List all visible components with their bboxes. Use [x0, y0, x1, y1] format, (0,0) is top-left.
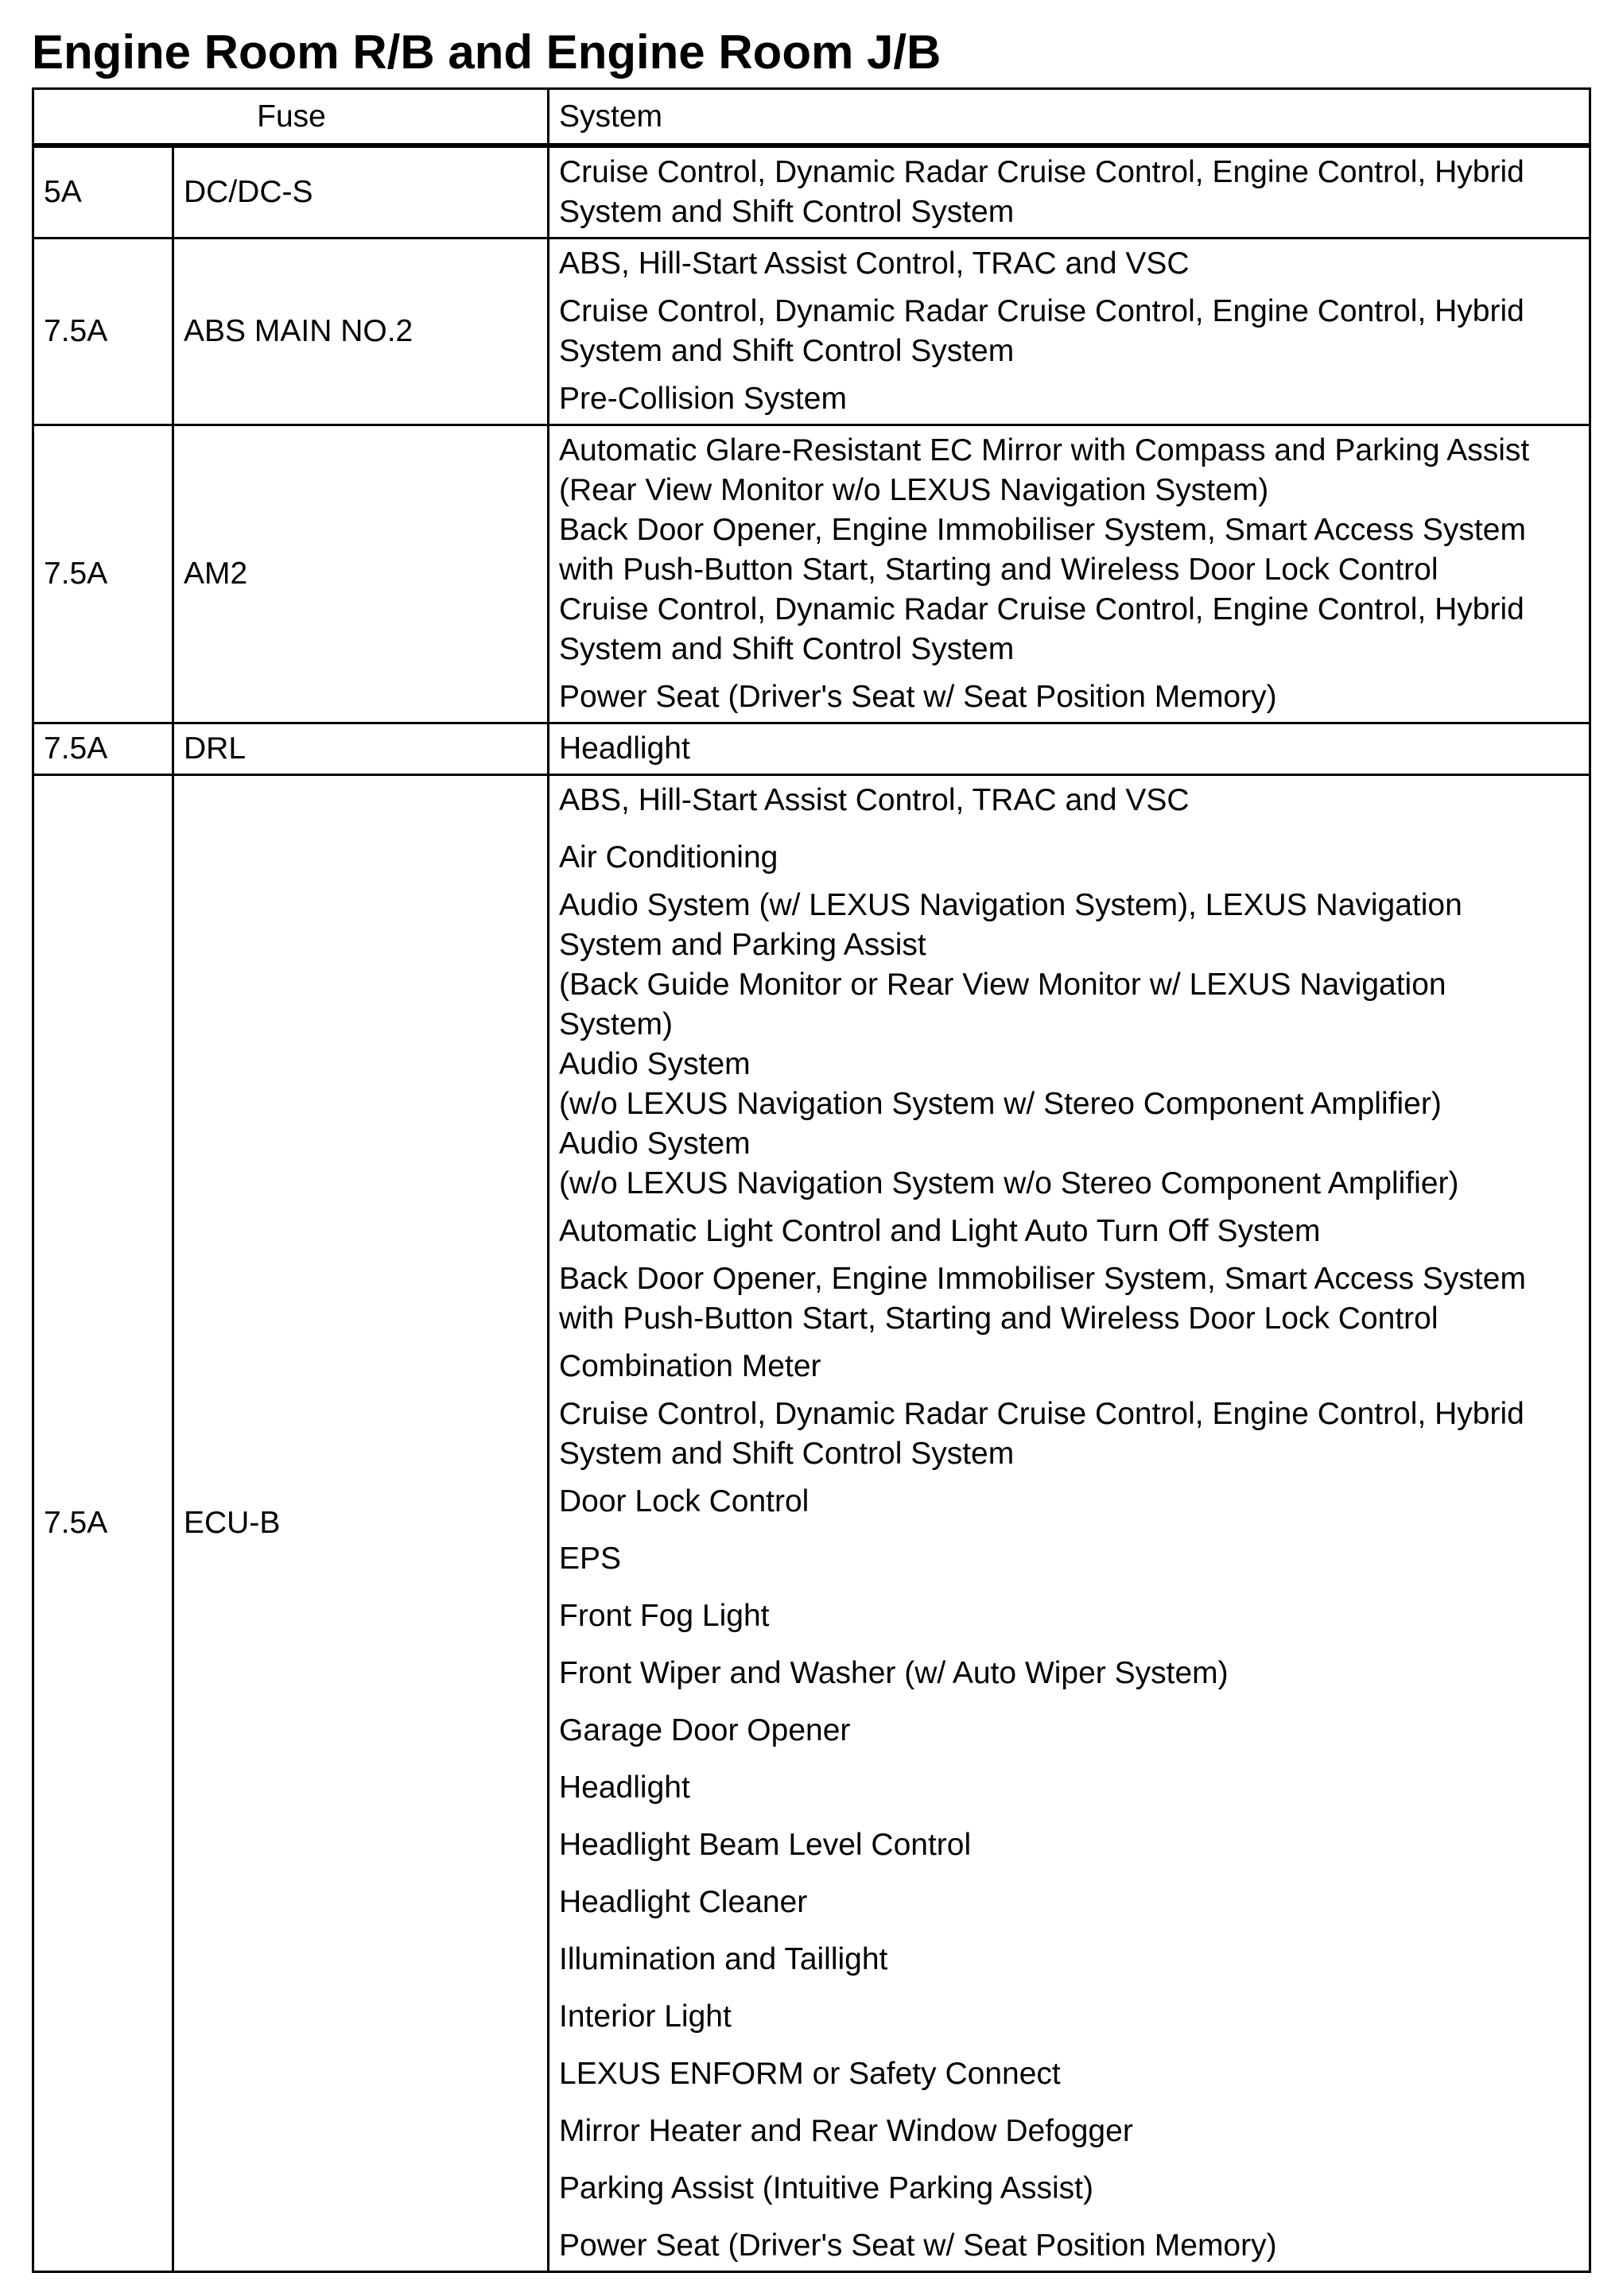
- system-line: Audio System: [559, 1047, 751, 1081]
- system-line: Back Door Opener, Engine Immobiliser System, Smart Access System: [559, 1262, 1526, 1296]
- system-entry: [559, 1940, 1581, 1980]
- system-line: System and Shift Control System: [559, 1437, 1015, 1471]
- system-line: Headlight Beam Level Control: [559, 1828, 972, 1862]
- system-cell: [549, 145, 1590, 239]
- system-cell: [549, 239, 1590, 425]
- system-entry: [559, 1539, 1581, 1579]
- system-entry: [559, 1212, 1581, 1251]
- system-line: (Rear View Monitor w/o LEXUS Navigation System): [559, 473, 1269, 507]
- system-line: System and Parking Assist: [559, 928, 926, 962]
- system-entry: [559, 510, 1581, 590]
- system-entry: [559, 729, 1581, 769]
- page-title: Engine Room R/B and Engine Room J/B: [32, 25, 942, 79]
- system-entry: [559, 244, 1581, 284]
- system-line: ABS, Hill-Start Assist Control, TRAC and VSC: [559, 783, 1190, 817]
- fuse-amperage: 7.5A: [33, 425, 173, 723]
- system-line: System and Shift Control System: [559, 334, 1015, 368]
- table-row: [33, 425, 1590, 723]
- system-line: Audio System: [559, 1127, 751, 1161]
- system-line: (w/o LEXUS Navigation System w/ Stereo Component Amplifier): [559, 1087, 1442, 1121]
- system-entry: [559, 379, 1581, 419]
- system-entry: [559, 1883, 1581, 1922]
- table-header-row: [33, 89, 1590, 146]
- table-row: [33, 723, 1590, 775]
- system-entry: [559, 886, 1581, 1045]
- system-entry: [559, 677, 1581, 717]
- table-row: [33, 775, 1590, 2272]
- system-line: with Push-Button Start, Starting and Wireless Door Lock Control: [559, 1301, 1438, 1336]
- system-line: Door Lock Control: [559, 1484, 810, 1518]
- fuse-column-header: Fuse: [33, 89, 549, 146]
- fuse-amperage: 7.5A: [33, 239, 173, 425]
- system-entry: [559, 838, 1581, 878]
- system-line: Cruise Control, Dynamic Radar Cruise Control, Engine Control, Hybrid: [559, 155, 1524, 189]
- fuse-amperage: 7.5A: [33, 723, 173, 775]
- system-line: Cruise Control, Dynamic Radar Cruise Control, Engine Control, Hybrid: [559, 1397, 1524, 1431]
- system-entry: [559, 2054, 1581, 2094]
- system-line: Power Seat (Driver's Seat w/ Seat Position Memory): [559, 680, 1277, 714]
- system-line: Automatic Glare-Resistant EC Mirror with Compass and Parking Assist: [559, 433, 1530, 467]
- system-entry: [559, 1347, 1581, 1387]
- system-line: Front Fog Light: [559, 1599, 770, 1633]
- system-entry: [559, 1711, 1581, 1751]
- system-entry: [559, 1482, 1581, 1522]
- system-line: Air Conditioning: [559, 840, 778, 875]
- system-entry: [559, 1394, 1581, 1474]
- system-entry: [559, 1259, 1581, 1339]
- system-line: Interior Light: [559, 1999, 732, 2034]
- system-entry: [559, 2112, 1581, 2151]
- system-entry: [559, 1825, 1581, 1865]
- system-cell: [549, 723, 1590, 775]
- system-line: Mirror Heater and Rear Window Defogger: [559, 2114, 1133, 2148]
- system-line: Automatic Light Control and Light Auto Turn Off System: [559, 1214, 1321, 1248]
- system-entry: [559, 2169, 1581, 2209]
- system-entry: [559, 1997, 1581, 2037]
- system-entry: [559, 590, 1581, 669]
- system-entry: [559, 1124, 1581, 1204]
- system-line: Pre-Collision System: [559, 382, 847, 416]
- system-line: System and Shift Control System: [559, 632, 1015, 666]
- fuse-table-body: [33, 145, 1590, 2272]
- system-line: LEXUS ENFORM or Safety Connect: [559, 2057, 1061, 2091]
- system-line: Headlight: [559, 731, 690, 766]
- fuse-name: DRL: [173, 723, 549, 775]
- fuse-name: DC/DC-S: [173, 145, 549, 239]
- system-line: Garage Door Opener: [559, 1713, 851, 1747]
- table-row: [33, 239, 1590, 425]
- system-line: Illumination and Taillight: [559, 1942, 888, 1976]
- fuse-table: [32, 87, 1591, 2273]
- system-entry: [559, 1045, 1581, 1124]
- system-line: Back Door Opener, Engine Immobiliser System, Smart Access System: [559, 513, 1526, 547]
- system-line: Combination Meter: [559, 1349, 821, 1383]
- system-entry: [559, 1596, 1581, 1636]
- system-entry: [559, 1654, 1581, 1693]
- system-column-header: System: [549, 89, 1590, 146]
- system-line: (Back Guide Monitor or Rear View Monitor w/ LEXUS Navigation: [559, 968, 1446, 1002]
- system-line: Front Wiper and Washer (w/ Auto Wiper System): [559, 1656, 1229, 1690]
- fuse-amperage: 7.5A: [33, 775, 173, 2272]
- system-line: with Push-Button Start, Starting and Wireless Door Lock Control: [559, 553, 1438, 587]
- system-entry: [559, 431, 1581, 510]
- system-line: Cruise Control, Dynamic Radar Cruise Control, Engine Control, Hybrid: [559, 592, 1524, 626]
- system-line: Headlight: [559, 1770, 690, 1805]
- system-entry: [559, 781, 1581, 820]
- system-line: EPS: [559, 1542, 622, 1576]
- system-cell: [549, 775, 1590, 2272]
- table-row: [33, 145, 1590, 239]
- system-entry: [559, 292, 1581, 371]
- system-line: (w/o LEXUS Navigation System w/o Stereo Component Amplifier): [559, 1166, 1459, 1200]
- system-line: System): [559, 1007, 674, 1041]
- system-line: System and Shift Control System: [559, 195, 1015, 229]
- fuse-amperage: 5A: [33, 145, 173, 239]
- system-line: Audio System (w/ LEXUS Navigation System), LEXUS Navigation: [559, 888, 1462, 922]
- system-entry: [559, 153, 1581, 232]
- system-line: Power Seat (Driver's Seat w/ Seat Position Memory): [559, 2228, 1277, 2263]
- system-line: ABS, Hill-Start Assist Control, TRAC and VSC: [559, 246, 1190, 281]
- system-line: Headlight Cleaner: [559, 1885, 808, 1919]
- system-line: Parking Assist (Intuitive Parking Assist): [559, 2171, 1093, 2205]
- fuse-name: ECU-B: [173, 775, 549, 2272]
- system-entry: [559, 1768, 1581, 1808]
- system-line: Cruise Control, Dynamic Radar Cruise Control, Engine Control, Hybrid: [559, 294, 1524, 328]
- system-cell: [549, 425, 1590, 723]
- system-entry: [559, 2226, 1581, 2266]
- fuse-name: ABS MAIN NO.2: [173, 239, 549, 425]
- fuse-name: AM2: [173, 425, 549, 723]
